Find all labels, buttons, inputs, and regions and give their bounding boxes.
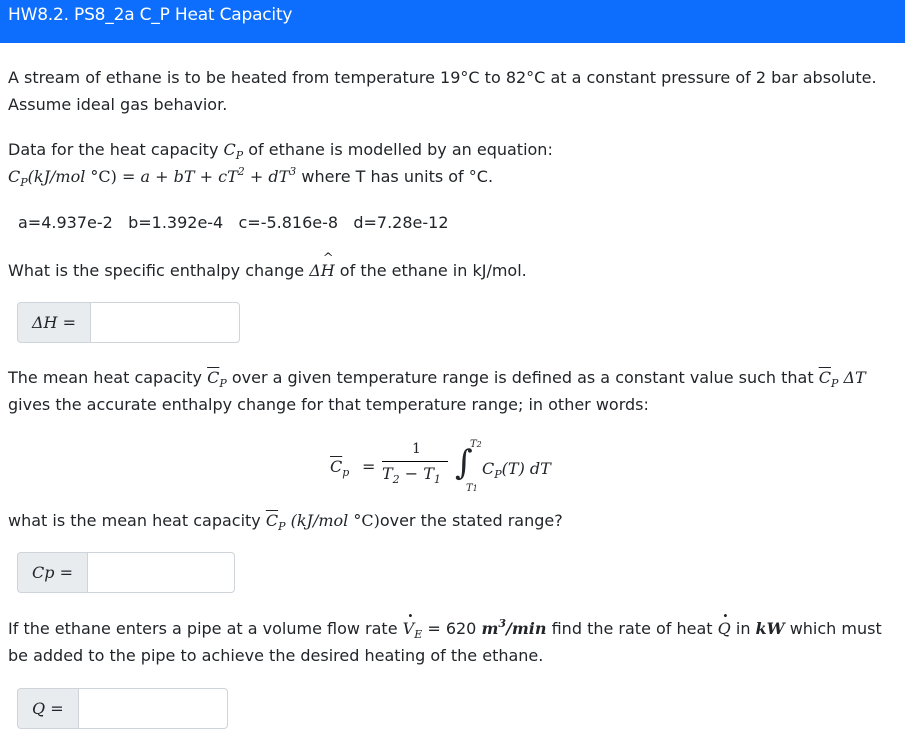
answer-delta-h-label: ΔH = [17,302,90,343]
answer-q-label: Q = [17,688,78,729]
question-3-line-2: be added to the pipe to achieve the desired heating of the ethane. [8,646,544,665]
mean-line-1: The mean heat capacity $\overline{C}_P$ over a given temperature range is defined as a constant value such that $\overline{C}_P$ ΔT [8,368,866,390]
answer-cp-label: Cp = [17,552,87,593]
q1-pre: What is the specific enthalpy change [8,261,310,280]
data-line-post: of ethane is modelled by an equation: [243,140,553,159]
answer-q-group [17,688,228,729]
question-1: What is the specific enthalpy change ΔH ^ of the ethane in kJ/mol. [8,257,527,284]
data-line [8,136,553,165]
intro-line-2: Assume ideal gas behavior. [8,95,228,114]
question-2: what is the mean heat capacity $\overline{C}_P$ (kJ/mol °C)over the stated range? [8,511,563,533]
constants-line: a=4.937e-2 b=1.392e-4 c=-5.816e-8 d=7.28e-12 [18,213,449,232]
intro-line-1: A stream of ethane is to be heated from temperature 19°C to 82°C at a constant pressure of 2 bar absolute. [8,68,877,87]
q3-mid2: in [730,619,756,638]
answer-cp-group [17,552,235,593]
q2-post: over the stated range? [379,511,563,530]
mean-line-mid: over a given temperature range is defined as a constant value such that [226,368,819,387]
q1-post: of the ethane in kJ/mol. [334,261,527,280]
cp-symbol: $C_P$ [223,140,244,162]
delta-h-input[interactable] [90,302,240,343]
cp-equation: $C_P(kJ$/mol °C) = a + bT + $cT^2 + dT^3$ where T has units of °C. [8,165,494,189]
q3-mid: find the rate of heat [546,619,718,638]
q3-post: which must [784,619,882,638]
cp-input[interactable] [87,552,235,593]
q2-pre: what is the mean heat capacity [8,511,266,530]
equation-units: where T has units of °C. [301,167,494,186]
question-header [0,0,905,43]
answer-delta-h-group [17,302,240,343]
data-line-pre: Data for the heat capacity [8,140,224,159]
question-3: If the ethane enters a pipe at a volume flow rate V $._E = 620$ $m^3/\min$ find the rate of heat Q . in kW which must [8,615,882,644]
mean-line-pre: The mean heat capacity [8,368,208,387]
mean-line-2: gives the accurate enthalpy change for that temperature range; in other words: [8,395,649,414]
q3-value: = 620 [422,619,482,638]
question-title: HW8.2. PS8_2a C_P Heat Capacity [8,5,293,25]
q3-pre: If the ethane enters a pipe at a volume flow rate [8,619,403,638]
q-input[interactable] [78,688,228,729]
